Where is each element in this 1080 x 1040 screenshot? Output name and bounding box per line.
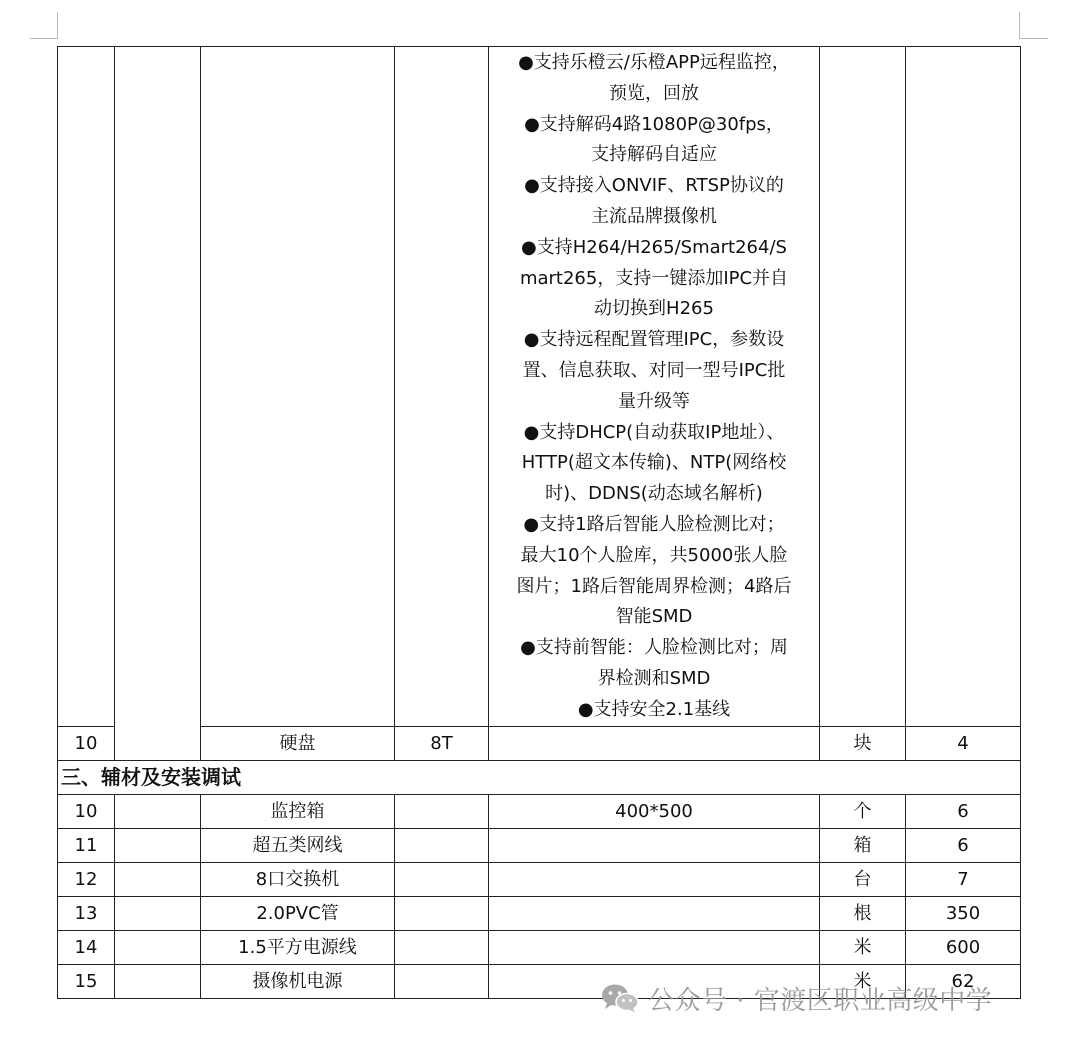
cell-name: 监控箱: [201, 794, 395, 828]
cell-qty: 6: [906, 794, 1021, 828]
cell-model: [395, 862, 489, 896]
cell-spec: [489, 896, 820, 930]
cell-blank: [115, 896, 201, 930]
cell-unit: 米: [820, 930, 906, 964]
cell-qty: 600: [906, 930, 1021, 964]
cell-blank: [115, 794, 201, 828]
cell-name: 摄像机电源: [201, 964, 395, 998]
feature-line: ●支持远程配置管理IPC，参数设: [523, 329, 785, 351]
cell-name: 2.0PVC管: [201, 896, 395, 930]
cell-qty: [906, 47, 1021, 727]
cell-no: 12: [58, 862, 115, 896]
feature-line: 置、信息获取、对同一型号IPC批: [522, 359, 786, 381]
cell-no: 10: [58, 726, 115, 760]
cell-qty: 62: [906, 964, 1021, 998]
watermark: [600, 978, 992, 1018]
cell-model: [395, 964, 489, 998]
cell-unit: 块: [820, 726, 906, 760]
cell-model: [395, 794, 489, 828]
feature-line: 量升级等: [618, 390, 690, 412]
table-row: [58, 794, 1021, 828]
cell-unit: 根: [820, 896, 906, 930]
cell-model: [395, 930, 489, 964]
feature-line: ●支持前智能：人脸检测比对；周: [520, 637, 788, 659]
cell-spec: [489, 930, 820, 964]
cell-no: 15: [58, 964, 115, 998]
cell-blank: [115, 930, 201, 964]
feature-line: HTTP(超文本传输)、NTP(网络校: [521, 452, 787, 474]
table-row-continued-features: [58, 47, 1021, 727]
cell-qty: 7: [906, 862, 1021, 896]
cell-spec: [489, 726, 820, 760]
feature-line: ●支持乐橙云/乐橙APP远程监控，: [518, 52, 790, 73]
cell-no: 10: [58, 794, 115, 828]
cell-model: [395, 828, 489, 862]
cell-name: [201, 47, 395, 727]
cell-name: 1.5平方电源线: [201, 930, 395, 964]
cell-no: 13: [58, 896, 115, 930]
feature-line: mart265，支持一键添加IPC并自: [519, 267, 789, 289]
table-row: [58, 930, 1021, 964]
cell-unit: 台: [820, 862, 906, 896]
equipment-spec-table: [57, 46, 1021, 999]
feature-line: 图片；1路后智能周界检测；4路后: [516, 575, 792, 597]
cell-no: 11: [58, 828, 115, 862]
table-row: [58, 896, 1021, 930]
feature-line: 界检测和SMD: [597, 667, 711, 689]
cell-qty: 6: [906, 828, 1021, 862]
table-row: [58, 862, 1021, 896]
feature-line: 时)、DDNS(动态域名解析): [545, 483, 763, 505]
cell-model: 8T: [395, 726, 489, 760]
feature-line: ●支持H264/H265/Smart264/S: [521, 236, 787, 258]
cell-unit: 米: [820, 964, 906, 998]
feature-line: ●支持DHCP(自动获取IP地址）、: [523, 421, 785, 443]
cell-unit: 箱: [820, 828, 906, 862]
watermark-text: 公众号 · 官渡区职业高级中学: [648, 985, 993, 1016]
cell-no: 14: [58, 930, 115, 964]
cell-name: 8口交换机: [201, 862, 395, 896]
cell-unit: 个: [820, 794, 906, 828]
cell-name: 硬盘: [201, 726, 395, 760]
page-corner-mark: [57, 12, 58, 39]
cell-unit: [820, 47, 906, 727]
cell-name: 超五类网线: [201, 828, 395, 862]
feature-line: ●支持解码4路1080P@30fps，: [524, 113, 784, 135]
feature-line: ●支持1路后智能人脸检测比对；: [523, 513, 785, 535]
feature-line: 智能SMD: [615, 606, 693, 628]
cell-spec: 400*500: [489, 794, 820, 828]
section-header-row: [58, 760, 1021, 794]
feature-description-cell: [489, 47, 820, 727]
feature-line: ●支持接入ONVIF、RTSP协议的: [524, 175, 784, 197]
section-title: 三、辅材及安装调试: [58, 760, 1021, 794]
page-corner-mark: [30, 38, 58, 39]
feature-line: 最大10个人脸库，共5000张人脸: [520, 544, 788, 566]
table-row: [58, 828, 1021, 862]
cell-qty: 4: [906, 726, 1021, 760]
cell-no: [58, 47, 115, 727]
feature-line: 动切换到H265: [594, 298, 714, 320]
table-row: [58, 726, 1021, 760]
cell-qty: 350: [906, 896, 1021, 930]
cell-blank: [115, 47, 201, 761]
cell-spec: [489, 862, 820, 896]
cell-blank: [115, 964, 201, 998]
feature-line: 支持解码自适应: [591, 144, 717, 166]
cell-model: [395, 47, 489, 727]
page-corner-mark: [1020, 38, 1048, 39]
feature-line: 预览，回放: [609, 82, 699, 104]
page-corner-mark: [1019, 12, 1020, 39]
wechat-icon: [600, 983, 640, 1013]
cell-blank: [115, 862, 201, 896]
cell-model: [395, 896, 489, 930]
cell-blank: [115, 828, 201, 862]
feature-line: ●支持安全2.1基线: [577, 698, 731, 720]
cell-spec: [489, 828, 820, 862]
feature-line: 主流品牌摄像机: [591, 205, 717, 227]
